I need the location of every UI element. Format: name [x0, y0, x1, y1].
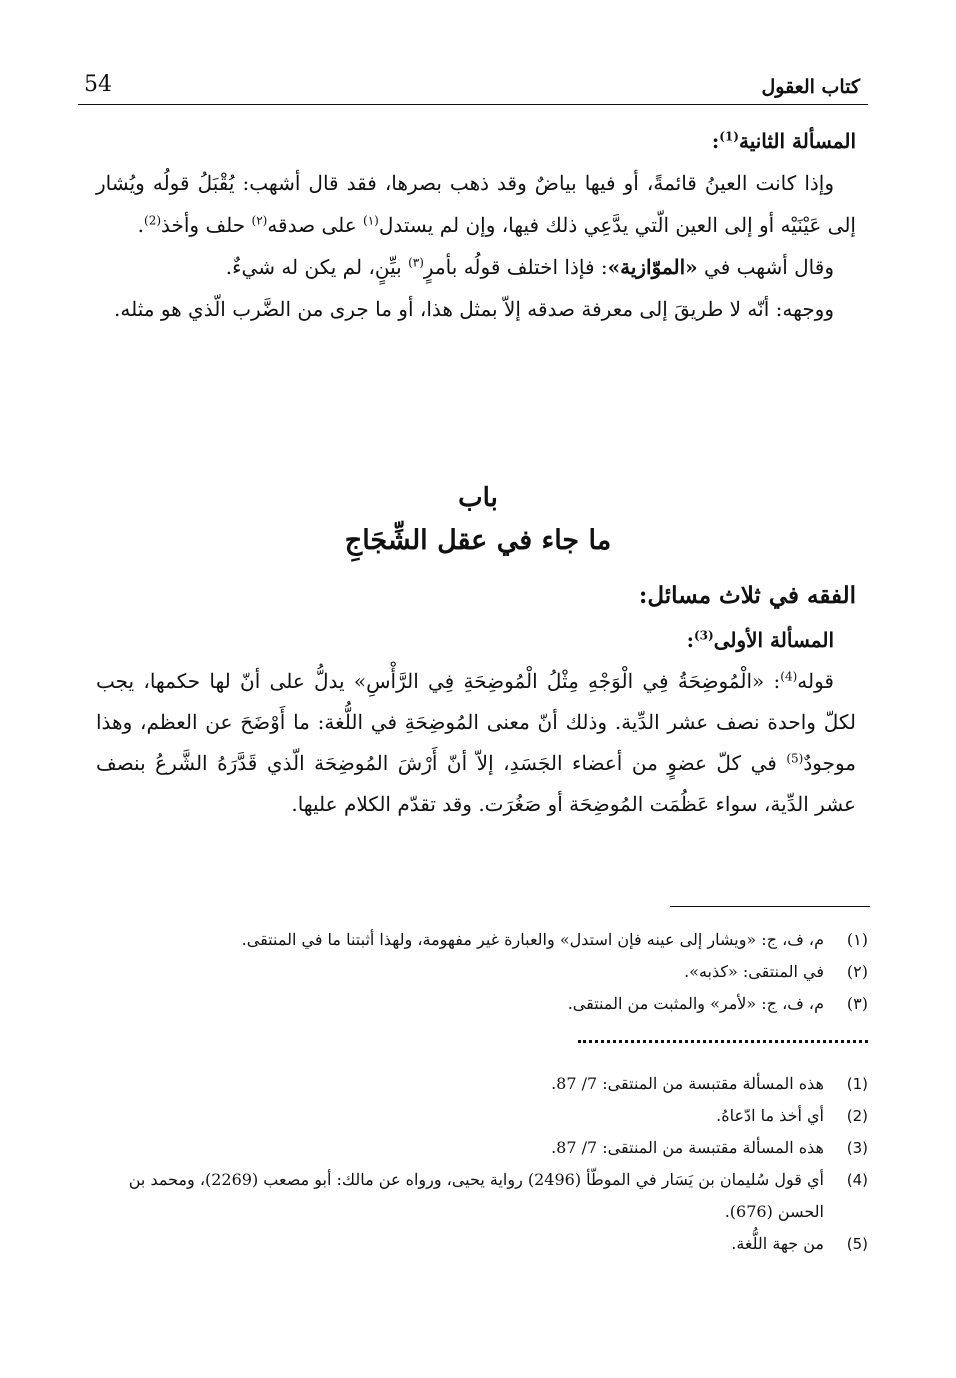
paragraph	[96, 162, 856, 246]
paragraph-text: حلف وأخذ	[161, 213, 252, 237]
footnote-text: هذه المسألة مقتبسة من المنتقى: 7/ 87.	[551, 1074, 824, 1093]
paragraph-text: بيِّنٍ، لم يكن له شيءٌ.	[225, 255, 409, 279]
paragraph	[96, 246, 856, 288]
footnote-ref: (2)	[144, 213, 162, 228]
footnote-number: (٢)	[846, 962, 868, 981]
fiqh-heading: الفقه في ثلاث مسائل:	[638, 582, 856, 609]
footnote-ref: (3)	[693, 628, 714, 643]
footnote-ref: (4)	[780, 669, 798, 684]
footnote-text: من جهة اللُّغة.	[731, 1234, 824, 1253]
section-heading: المسألة الأولى$^{(3)}$:	[686, 628, 834, 652]
footnote-text: هذه المسألة مقتبسة من المنتقى: 7/ 87.	[551, 1138, 824, 1157]
heading-text: المسألة الثانية	[738, 129, 856, 153]
header-rule	[78, 104, 868, 105]
section-heading: المسألة الثانية$^{(1)}$:	[711, 129, 856, 153]
paragraph: ووجهه: أنّه لا طريقَ إلى معرفة صدقه إلاّ بمثل هذا، أو ما جرى من الضَّرب الّذي هو مثله.	[114, 297, 834, 321]
footnote-text: في المنتقى: «كذبه».	[684, 962, 824, 981]
paragraph-text: : «الْمُوضِحَةُ فِي الْوَجْهِ مِثْلُ الْمُوضِحَةِ فِي الرَّأْسِ» يدلُّ على أنّ لها حكمها، يجب لكلّ واحدة نصف عشر الدِّية. وذلك أنّ معنى المُوضِحَةِ في اللُّغة: ما أَوْضَحَ عن العظم، وهذا موجودٌ	[96, 669, 856, 775]
footnote	[98, 1132, 868, 1164]
footnote-number: (4)	[846, 1171, 868, 1189]
paragraph-text: قوله	[797, 669, 834, 693]
footnote	[98, 1164, 868, 1228]
footnote-ref: (5)	[786, 751, 804, 766]
footnote-number: (١)	[846, 930, 868, 949]
section-second-issue	[96, 120, 856, 330]
paragraph-text: .	[137, 213, 144, 237]
footnote-number: (5)	[846, 1235, 868, 1253]
footnote-ref: (1)	[719, 129, 739, 144]
footnote-text: أي قول سُليمان بن يَسَار في الموطّأ (2496) رواية يحيى، ورواه عن مالك: أبو مصعب (2269)، ومحمد بن الحسن (676).	[128, 1170, 824, 1221]
footnote	[98, 924, 868, 956]
paragraph	[96, 661, 856, 825]
footnote	[98, 956, 868, 988]
editor-footnotes	[98, 1068, 868, 1260]
paragraph-text: على صدقه	[267, 213, 364, 237]
footnote-number: (٣)	[846, 994, 868, 1013]
paragraph-text: : فإذا اختلف قولُه بأمرٍ	[423, 255, 608, 279]
dotted-separator	[578, 1040, 868, 1055]
footnote-number: (2)	[846, 1107, 868, 1125]
footnote-text: م، ف، ج: «ويشار إلى عينه فإن استدل» والعبارة غير مفهومة، ولهذا أثبتنا ما في المنتقى.	[241, 930, 824, 949]
footnote-text: م، ف، ج: «لأمر» والمثبت من المنتقى.	[567, 994, 824, 1013]
quoted-source: «الموّازية»	[607, 255, 698, 279]
book-title: كتاب العقول	[761, 76, 860, 98]
chapter-heading	[0, 478, 956, 564]
paragraph-text: وقال أشهب في	[697, 255, 834, 279]
footnote	[98, 1228, 868, 1260]
footnote-text: أي أخذ ما ادّعاهُ.	[716, 1106, 824, 1125]
heading-text: المسألة الأولى	[713, 628, 834, 652]
edition-footnotes	[98, 924, 868, 1020]
running-header	[78, 72, 868, 108]
footnote	[98, 988, 868, 1020]
page-number: 54	[84, 72, 112, 97]
footnote-ref: (١)	[363, 213, 379, 228]
footnote	[98, 1100, 868, 1132]
footnote-ref: (٢)	[251, 213, 268, 228]
section-first-issue	[96, 572, 856, 825]
chapter-title: ما جاء في عقل الشِّجَاجِ	[344, 525, 612, 556]
footnote-ref: (٣)	[408, 255, 424, 270]
footnote-number: (1)	[846, 1075, 868, 1093]
paragraph-text: وإذا كانت العينُ قائمةً، أو فيها بياضٌ وقد ذهب بصرها، فقد قال أشهب: يُقْبَلُ قولُه ويُشار إلى عَيْنَيْه أو إلى العين الّتي يدَّعِي ذلك فيها، وإن لم يستدل	[96, 171, 856, 237]
footnote	[98, 1068, 868, 1100]
footnote-number: (3)	[846, 1139, 868, 1157]
chapter-label: باب	[458, 483, 498, 513]
paragraph-text: في كلّ عضوٍ من أعضاء الجَسَدِ، إلاّ أنّ أَرْشَ المُوضِحَة الّذي قَدَّرَهُ الشَّرعُ بنصف عشر الدِّية، سواء عَظُمَت المُوضِحَة أو صَغُرَت. وقد تقدّم الكلام عليها.	[96, 751, 856, 816]
